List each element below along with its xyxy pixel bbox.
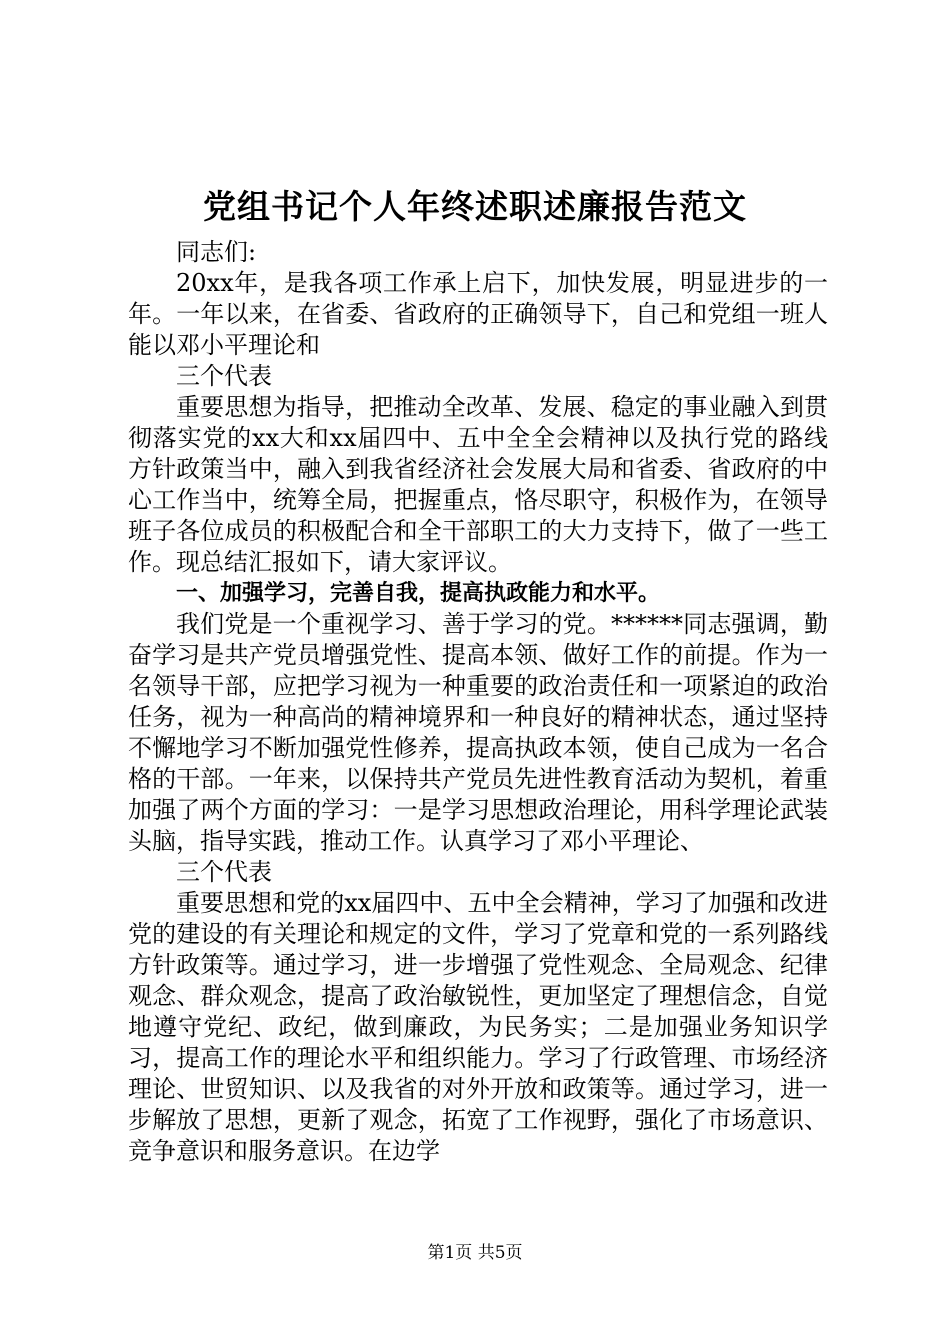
salutation: 同志们: (176, 238, 257, 266)
paragraph: 三个代表 (176, 362, 272, 390)
document-title: 党组书记个人年终述职述廉报告范文 (203, 187, 747, 226)
paragraph: 我们党是一个重视学习、善于学习的党。******同志强调，勤奋学习是共产党员增强党性、提高本领、做好工作的前提。作为一名领导干部，应把学习视为一种重要的政治责任和一项紧迫的政治任务，视为一种高尚的精神境界和一种良好的精神状态，通过坚持不懈地学习不断加强党性修养，提高执政本领，使自己成为一名合格的干部。一年来，以保持共产党员先进性教育活动为契机，着重加强了两个方面的学习：一是学习思想政治理论，用科学理论武装头脑，指导实践，推动工作。认真学习了邓小平理论、 (128, 610, 828, 855)
section-heading: 一、加强学习，完善自我，提高执政能力和水平。 (176, 581, 661, 606)
paragraph: 重要思想为指导，把推动全改革、发展、稳定的事业融入到贯彻落实党的xx大和xx届四中、五中全全会精神以及执行党的路线方针政策当中，融入到我省经济社会发展大局和省委、省政府的中心工作当中，统筹全局，把握重点，恪尽职守，积极作为，在领导班子各位成员的积极配合和全干部职工的大力支持下，做了一些工作。现总结汇报如下，请大家评议。 (128, 393, 828, 576)
paragraph: 三个代表 (176, 858, 272, 886)
page-number-footer: 第1页 共5页 (427, 1243, 523, 1263)
paragraph: 20xx年，是我各项工作承上启下，加快发展，明显进步的一年。一年以来，在省委、省政府的正确领导下，自己和党组一班人能以邓小平理论和 (128, 269, 828, 359)
paragraph: 重要思想和党的xx届四中、五中全会精神，学习了加强和改进党的建设的有关理论和规定的文件，学习了党章和党的一系列路线方针政策等。通过学习，进一步增强了党性观念、全局观念、纪律观念、群众观念，提高了政治敏锐性，更加坚定了理想信念，自觉地遵守党纪、政纪，做到廉政，为民务实；二是加强业务知识学习，提高工作的理论水平和组织能力。学习了行政管理、市场经济理论、世贸知识、以及我省的对外开放和政策等。通过学习，进一步解放了思想，更新了观念，拓宽了工作视野，强化了市场意识、竞争意识和服务意识。在边学 (128, 889, 828, 1165)
document-body (128, 237, 828, 1167)
